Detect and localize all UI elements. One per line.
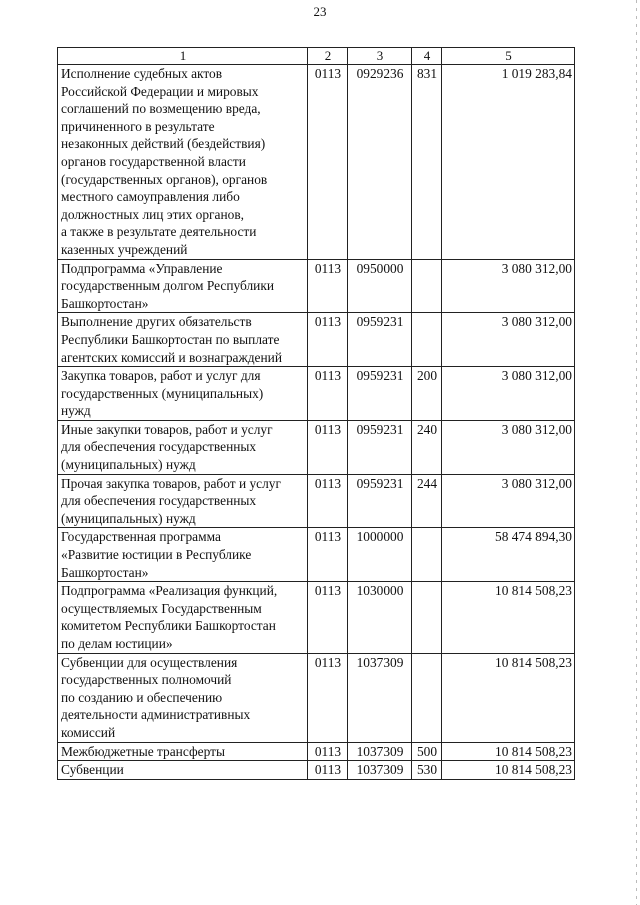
row-name-line: «Развитие юстиции в Республике	[61, 547, 252, 563]
table-row	[58, 528, 575, 582]
row-expense-type	[412, 528, 442, 582]
row-name-cell	[58, 742, 308, 761]
row-name-cell	[58, 367, 308, 421]
row-target-code: 1037309	[348, 742, 412, 761]
row-expense-type: 831	[412, 65, 442, 260]
row-section-code: 0113	[308, 653, 348, 742]
row-name-cell	[58, 528, 308, 582]
table-row	[58, 367, 575, 421]
row-expense-type: 530	[412, 761, 442, 780]
table-row	[58, 742, 575, 761]
row-section-code: 0113	[308, 367, 348, 421]
row-name-cell	[58, 65, 308, 260]
table-header-row	[58, 48, 575, 65]
row-section-code: 0113	[308, 474, 348, 528]
row-name-line: Исполнение судебных актов	[61, 66, 223, 81]
row-amount: 10 814 508,23	[442, 653, 575, 742]
scan-edge-dashes	[636, 0, 637, 905]
row-amount: 3 080 312,00	[442, 367, 575, 421]
row-name-line: должностных лиц этих органов,	[61, 206, 244, 222]
row-name-line: Иные закупки товаров, работ и услуг	[61, 421, 273, 437]
table-row	[58, 313, 575, 367]
table-row	[58, 420, 575, 474]
row-name-line: Российской Федерации и мировых	[61, 83, 259, 99]
row-name-line: Выполнение других обязательств	[61, 314, 252, 330]
row-amount: 58 474 894,30	[442, 528, 575, 582]
row-target-code: 0929236	[348, 65, 412, 260]
row-name-line: Государственная программа	[61, 529, 221, 545]
row-target-code: 1030000	[348, 582, 412, 653]
row-name-cell	[58, 761, 308, 780]
row-amount: 10 814 508,23	[442, 742, 575, 761]
row-name-line: нужд	[61, 403, 91, 419]
table-row	[58, 582, 575, 653]
header-cell-section: 2	[308, 48, 348, 65]
header-cell-name: 1	[58, 48, 308, 65]
row-section-code: 0113	[308, 742, 348, 761]
row-name-cell	[58, 582, 308, 653]
table-row	[58, 65, 575, 260]
row-expense-type	[412, 653, 442, 742]
row-section-code: 0113	[308, 313, 348, 367]
row-amount: 10 814 508,23	[442, 582, 575, 653]
row-name-line: а также в результате деятельности	[61, 224, 257, 240]
row-section-code: 0113	[308, 65, 348, 260]
row-name-line: органов государственной власти	[61, 153, 246, 169]
row-name-line: государственных полномочий	[61, 672, 232, 688]
row-section-code: 0113	[308, 582, 348, 653]
row-amount: 10 814 508,23	[442, 761, 575, 780]
row-name-line: Закупка товаров, работ и услуг для	[61, 368, 261, 384]
header-cell-amount: 5	[442, 48, 575, 65]
row-name-line: (муниципальных) нужд	[61, 457, 196, 473]
row-section-code: 0113	[308, 528, 348, 582]
row-expense-type	[412, 313, 442, 367]
row-name-line: комиссий	[61, 724, 116, 740]
table-row	[58, 761, 575, 780]
header-cell-target: 3	[348, 48, 412, 65]
row-name-line: государственным долгом Республики	[61, 278, 274, 294]
row-amount: 3 080 312,00	[442, 259, 575, 313]
row-amount: 3 080 312,00	[442, 313, 575, 367]
row-section-code: 0113	[308, 420, 348, 474]
header-cell-type: 4	[412, 48, 442, 65]
row-name-line: причиненного в результате	[61, 118, 215, 134]
row-name-cell	[58, 474, 308, 528]
row-name-line: Башкортостан»	[61, 564, 149, 580]
row-name-cell	[58, 259, 308, 313]
row-name-line: (государственных органов), органов	[61, 171, 268, 187]
row-name-cell	[58, 653, 308, 742]
row-name-line: комитетом Республики Башкортостан	[61, 618, 276, 634]
row-name-line: деятельности административных	[61, 707, 251, 723]
row-expense-type	[412, 582, 442, 653]
row-name-line: местного самоуправления либо	[61, 189, 240, 205]
row-name-line: для обеспечения государственных	[61, 493, 257, 509]
table-row	[58, 259, 575, 313]
row-name-line: казенных учреждений	[61, 241, 188, 257]
row-name-line: осуществляемых Государственным	[61, 600, 262, 616]
row-target-code: 0959231	[348, 367, 412, 421]
table-row	[58, 474, 575, 528]
row-target-code: 1037309	[348, 761, 412, 780]
row-name-line: (муниципальных) нужд	[61, 510, 196, 526]
row-name-line: незаконных действий (бездействия)	[61, 136, 266, 152]
row-name-line: для обеспечения государственных	[61, 439, 257, 455]
row-expense-type	[412, 259, 442, 313]
row-expense-type: 240	[412, 420, 442, 474]
row-name-line: Башкортостан»	[61, 295, 149, 311]
row-amount: 3 080 312,00	[442, 420, 575, 474]
row-name-line: агентских комиссий и вознаграждений	[61, 349, 282, 365]
row-name-line: по делам юстиции»	[61, 636, 173, 651]
row-name-cell	[58, 420, 308, 474]
row-expense-type: 500	[412, 742, 442, 761]
row-name-line: соглашений по возмещению вреда,	[61, 101, 261, 117]
row-expense-type: 244	[412, 474, 442, 528]
row-name-line: Подпрограмма «Реализация функций,	[61, 583, 278, 599]
row-expense-type: 200	[412, 367, 442, 421]
row-target-code: 0959231	[348, 474, 412, 528]
row-name-line: Субвенции для осуществления	[61, 654, 238, 670]
row-target-code: 1037309	[348, 653, 412, 742]
row-target-code: 0959231	[348, 420, 412, 474]
row-name-line: Республики Башкортостан по выплате	[61, 331, 280, 347]
row-target-code: 0950000	[348, 259, 412, 313]
row-target-code: 1000000	[348, 528, 412, 582]
row-name-line: Субвенции	[61, 762, 124, 778]
row-name-line: Подпрограмма «Управление	[61, 260, 223, 276]
row-amount: 1 019 283,84	[442, 65, 575, 260]
row-section-code: 0113	[308, 259, 348, 313]
row-name-line: государственных (муниципальных)	[61, 385, 264, 401]
row-name-cell	[58, 313, 308, 367]
row-name-line: Прочая закупка товаров, работ и услуг	[61, 475, 281, 491]
row-amount: 3 080 312,00	[442, 474, 575, 528]
budget-table	[57, 47, 575, 780]
table-row	[58, 653, 575, 742]
page-number: 23	[313, 4, 327, 19]
row-target-code: 0959231	[348, 313, 412, 367]
budget-table-body	[58, 48, 575, 780]
row-name-line: Межбюджетные трансферты	[61, 743, 225, 759]
row-name-line: по созданию и обеспечению	[61, 689, 223, 705]
row-section-code: 0113	[308, 761, 348, 780]
